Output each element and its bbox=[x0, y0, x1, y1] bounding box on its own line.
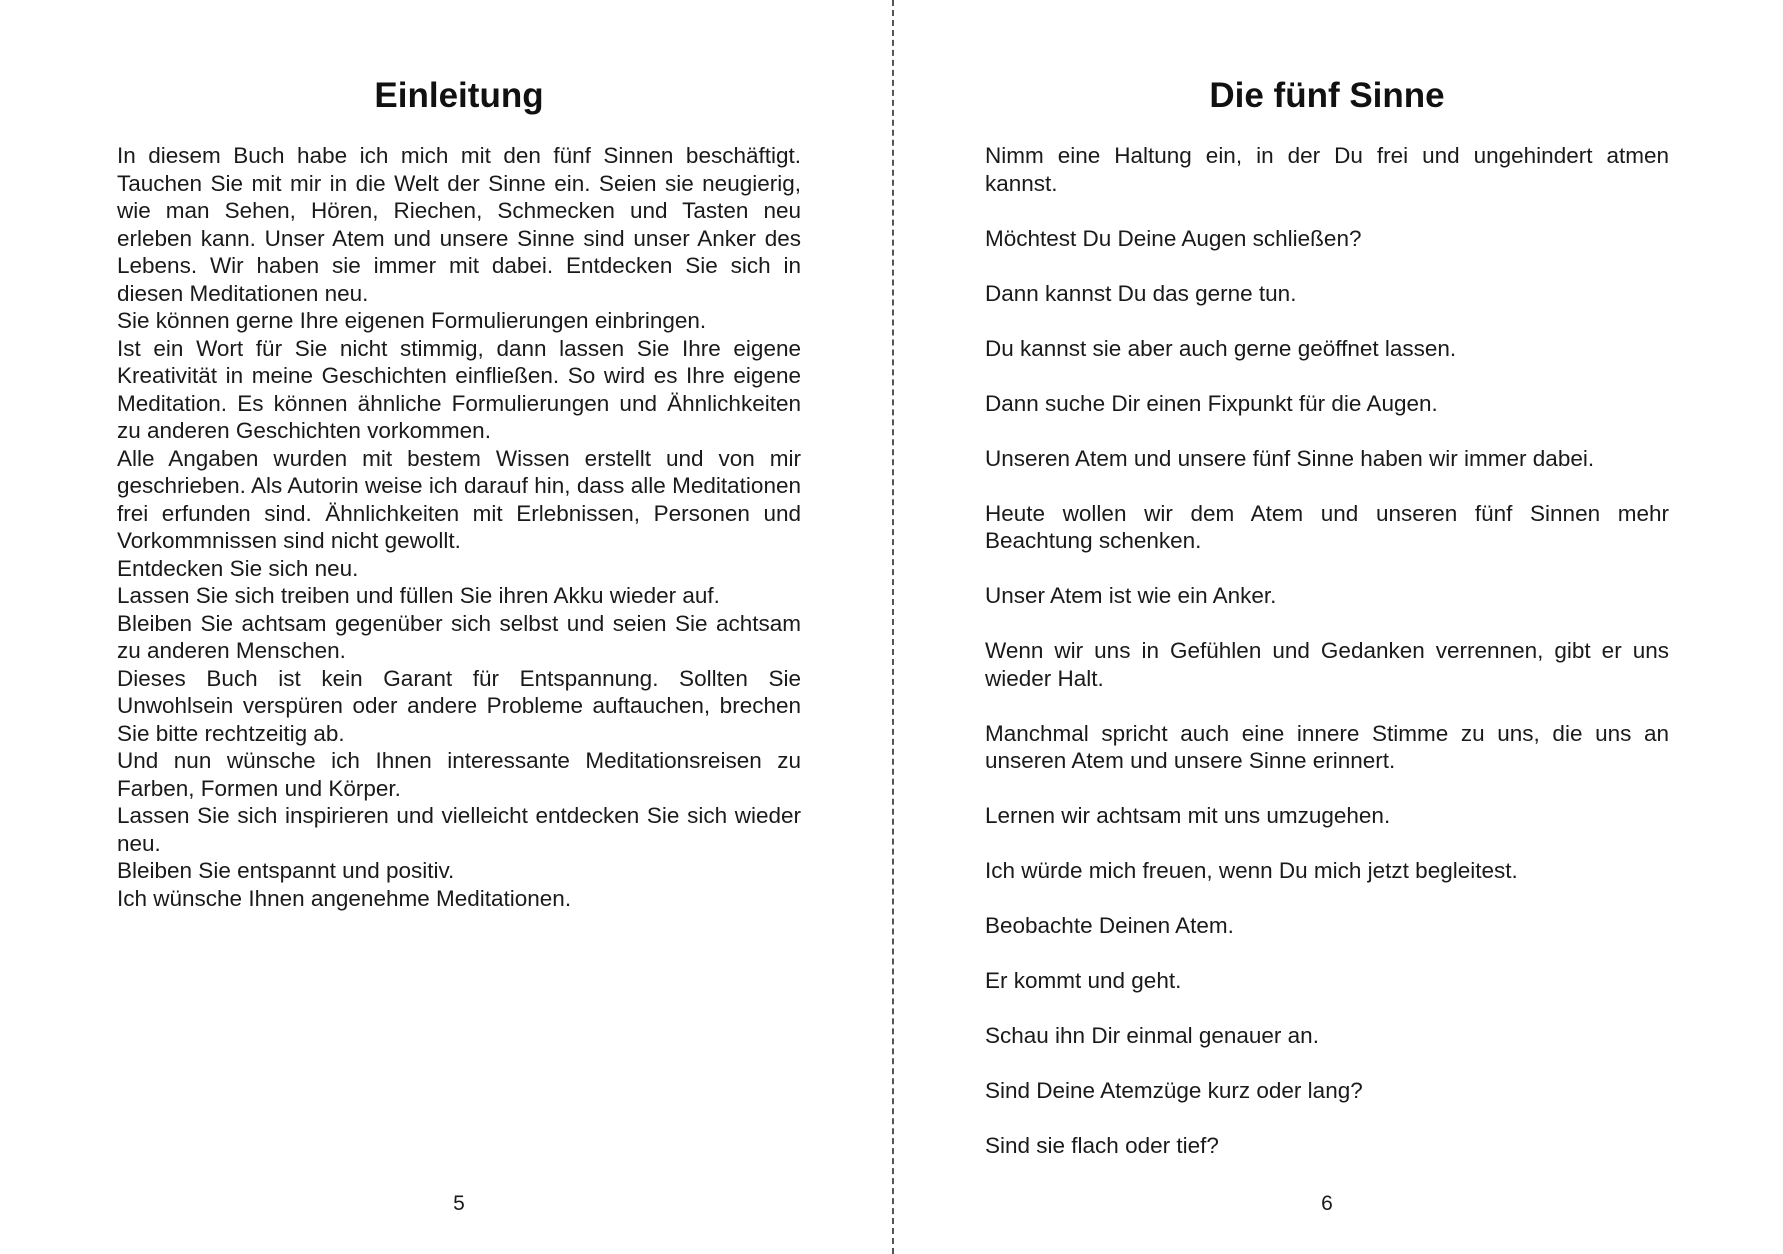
paragraph: Sind sie flach oder tief? bbox=[985, 1133, 1219, 1158]
paragraph: Manchmal spricht auch eine innere Stimme zu uns, die uns an unseren Atem und unsere Sinne erinnert. bbox=[985, 720, 1669, 773]
paragraph: Unser Atem ist wie ein Anker. bbox=[985, 583, 1277, 608]
paragraph: Entdecken Sie sich neu. bbox=[117, 555, 359, 581]
paragraph: Lernen wir achtsam mit uns umzugehen. bbox=[985, 803, 1391, 828]
paragraph: Unseren Atem und unsere fünf Sinne haben wir immer dabei. bbox=[985, 445, 1595, 471]
paragraph: Dieses Buch ist kein Garant für Entspannung. Sollten Sie Unwohlsein verspüren oder andere Probleme auftauchen, brechen Sie bitte rechtzeitig ab. bbox=[117, 665, 801, 746]
paragraph: Lassen Sie sich inspirieren und vielleicht entdecken Sie sich wieder neu. bbox=[117, 803, 801, 856]
paragraph: Du kannst sie aber auch gerne geöffnet lassen. bbox=[985, 335, 1457, 361]
paragraph: Möchtest Du Deine Augen schließen? bbox=[985, 225, 1362, 251]
right-page bbox=[893, 0, 1783, 1254]
page-title: Einleitung bbox=[374, 76, 544, 115]
paragraph: Sie können gerne Ihre eigenen Formulierungen einbringen. bbox=[117, 308, 707, 333]
paragraph: Wenn wir uns in Gefühlen und Gedanken verrennen, gibt er uns wieder Halt. bbox=[985, 638, 1669, 691]
paragraph: Ich wünsche Ihnen angenehme Meditationen. bbox=[117, 885, 572, 911]
right-page-text bbox=[985, 142, 1669, 1187]
paragraph: Sind Deine Atemzüge kurz oder lang? bbox=[985, 1078, 1363, 1103]
paragraph: Und nun wünsche ich Ihnen interessante Meditationsreisen zu Farben, Formen und Körper. bbox=[117, 748, 801, 801]
left-page-text bbox=[117, 142, 801, 912]
paragraph: Beobachte Deinen Atem. bbox=[985, 913, 1234, 938]
paragraph: Schau ihn Dir einmal genauer an. bbox=[985, 1023, 1319, 1048]
paragraph: Nimm eine Haltung ein, in der Du frei und ungehindert atmen kannst. bbox=[985, 143, 1669, 196]
paragraph: Dann suche Dir einen Fixpunkt für die Augen. bbox=[985, 390, 1438, 416]
page-number: 5 bbox=[453, 1192, 465, 1215]
paragraph: Bleiben Sie entspannt und positiv. bbox=[117, 858, 455, 883]
paragraph: Er kommt und geht. bbox=[985, 968, 1182, 993]
page-number: 6 bbox=[1321, 1192, 1333, 1215]
paragraph: Heute wollen wir dem Atem und unseren fünf Sinnen mehr Beachtung schenken. bbox=[985, 500, 1669, 553]
paragraph: Ist ein Wort für Sie nicht stimmig, dann lassen Sie Ihre eigene Kreativität in meine Geschichten einfließen. So wird es Ihre eigene Meditation. Es können ähnliche Formulierungen und Ähnlichkeiten zu anderen Geschichten vorkommen. bbox=[117, 335, 801, 443]
paragraph: Lassen Sie sich treiben und füllen Sie ihren Akku wieder auf. bbox=[117, 583, 720, 608]
paragraph: Dann kannst Du das gerne tun. bbox=[985, 280, 1297, 306]
paragraph: Ich würde mich freuen, wenn Du mich jetzt begleitest. bbox=[985, 858, 1518, 883]
paragraph: In diesem Buch habe ich mich mit den fünf Sinnen beschäftigt. Tauchen Sie mit mir in die Welt der Sinne ein. Seien sie neugierig, wie man Sehen, Hören, Riechen, Schmecken und Tasten neu erleben kann. Unser Atem und unsere Sinne sind unser Anker des Lebens. Wir haben sie immer mit dabei. Entdecken Sie sich in diesen Meditationen neu. bbox=[117, 143, 801, 306]
paragraph: Bleiben Sie achtsam gegenüber sich selbst und seien Sie achtsam zu anderen Menschen. bbox=[117, 610, 801, 663]
paragraph: Alle Angaben wurden mit bestem Wissen erstellt und von mir geschrieben. Als Autorin weise ich darauf hin, dass alle Meditationen frei erfunden sind. Ähnlichkeiten mit Erlebnissen, Personen und Vorkommnissen sind nicht gewollt. bbox=[117, 445, 801, 553]
page-title: Die fünf Sinne bbox=[1209, 76, 1445, 115]
